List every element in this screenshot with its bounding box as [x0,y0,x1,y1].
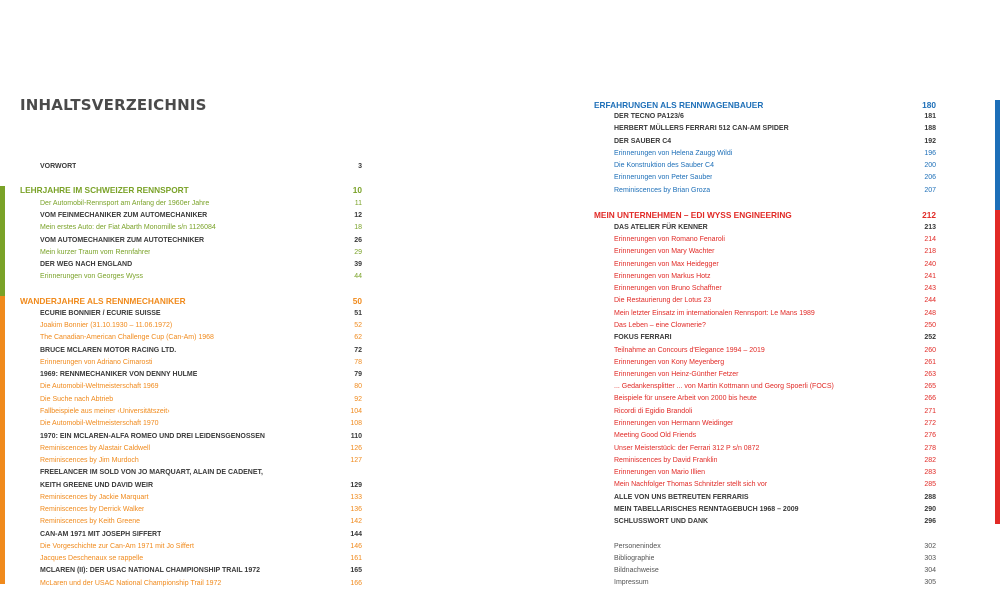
toc-entry-label: Erinnerungen von Helena Zaugg Wildi [614,150,733,157]
toc-entry-label: ERFAHRUNGEN ALS RENNWAGENBAUER [594,100,764,110]
toc-page-number: 50 [352,296,362,306]
toc-page-number: 240 [924,261,936,268]
toc-entry-label: Das Leben – eine Clownerie? [614,322,706,329]
toc-page-number: 44 [354,273,362,280]
toc-page-number: 260 [924,347,936,354]
toc-page-number: 244 [924,297,936,304]
toc-entry-label: Beispiele für unsere Arbeit von 2000 bis heute [614,395,757,402]
toc-entry-row [40,504,362,516]
toc-section-row [594,98,936,112]
toc-entry-row [614,234,936,246]
toc-entry-row [40,443,362,455]
toc-entry-row [614,308,936,320]
toc-entry-row [614,222,936,234]
toc-entry-label: Erinnerungen von Mario Illien [614,469,706,476]
toc-entry-label: Erinnerungen von Adriano Cimarosti [40,359,153,366]
toc-entry-label: Reminiscences by Derrick Walker [40,506,145,513]
toc-page-number: 39 [354,261,362,268]
toc-entry-label: Meeting Good Old Friends [614,432,697,439]
toc-entry-row [40,480,362,492]
toc-entry-label: Mein Nachfolger Thomas Schnitzler stellt sich vor [614,481,768,488]
toc-page-number: 252 [924,334,936,341]
toc-entry-label: ECURIE BONNIER / ECURIE SUISSE [40,310,161,317]
toc-entry-row [614,455,936,467]
red-section-bar [995,210,1000,524]
toc-page-number: 266 [924,395,936,402]
toc-page-number: 248 [924,310,936,317]
toc-section-row [20,294,362,308]
toc-page-number: 29 [354,249,362,256]
toc-entry-row [40,553,362,565]
toc-page-number: 241 [924,273,936,280]
toc-page-number: 52 [354,322,362,329]
toc-page-number: 261 [924,359,936,366]
toc-page-number: 218 [924,248,936,255]
toc-entry-label: Jacques Deschenaux se rappelle [40,555,144,562]
toc-entry-row [614,283,936,295]
toc-entry-label: DER TECNO PA123/6 [614,113,684,120]
toc-page-number: 214 [924,236,936,243]
toc-entry-label: Bildnachweise [614,567,659,574]
toc-page-number: 92 [354,396,362,403]
toc-entry-row [614,246,936,258]
toc-entry-row [40,271,362,283]
toc-entry-row [614,565,936,577]
toc-entry-row [614,160,936,172]
toc-entry-label: VOM FEINMECHANIKER ZUM AUTOMECHANIKER [40,212,208,219]
toc-entry-label: McLaren und der USAC National Championship Trail 1972 [40,580,222,587]
toc-page-number: 12 [354,212,362,219]
toc-page-number: 243 [924,285,936,292]
toc-entry-row [40,541,362,553]
toc-entry-label: Die Restaurierung der Lotus 23 [614,297,712,304]
toc-page-number: 166 [350,580,362,587]
toc-entry-label: MEIN TABELLARISCHES RENNTAGEBUCH 1968 – 2009 [614,506,799,513]
toc-entry-row [614,504,936,516]
toc-entry-label: Die Vorgeschichte zur Can-Am 1971 mit Jo Siffert [40,543,194,550]
toc-entry-row [614,516,936,528]
toc-entry-label: Erinnerungen von Markus Hotz [614,273,711,280]
toc-page-number: 104 [350,408,362,415]
toc-page-number: 62 [354,334,362,341]
toc-page-number: 78 [354,359,362,366]
toc-entry-row [40,381,362,393]
toc-page-number: 206 [924,174,936,181]
toc-entry-label: Reminiscences by Keith Greene [40,518,140,525]
toc-entry-label: Unser Meisterstück: der Ferrari 312 P s/n 0872 [614,445,760,452]
toc-entry-row [40,210,362,222]
toc-entry-row [40,516,362,528]
toc-entry-label: Erinnerungen von Max Heidegger [614,261,719,268]
toc-entry-row [614,492,936,504]
toc-entry-row [40,308,362,320]
toc-entry-label: DER SAUBER C4 [614,138,672,145]
toc-entry-label: DER WEG NACH ENGLAND [40,261,133,268]
toc-entry-row [614,332,936,344]
toc-entry-label: Mein letzter Einsatz im internationalen Rennsport: Le Mans 1989 [614,310,815,317]
toc-entry-label: SCHLUSSWORT UND DANK [614,518,709,525]
toc-page-number: 265 [924,383,936,390]
toc-entry-row [614,479,936,491]
toc-entry-label: Reminiscences by Jackie Marquart [40,494,149,501]
toc-entry-row [614,443,936,455]
toc-page-number: 165 [350,567,362,574]
toc-page-number: 136 [350,506,362,513]
toc-page-number: 282 [924,457,936,464]
toc-entry-label: Mein erstes Auto: der Fiat Abarth Monomille s/n 1126084 [40,224,216,231]
toc-entry-label: Impressum [614,579,649,586]
toc-entry-label: Joakim Bonnier (31.10.1930 – 11.06.1972) [40,322,173,329]
toc-page-number: 127 [350,457,362,464]
toc-page-number: 196 [924,150,936,157]
toc-entry-row [40,431,362,443]
toc-entry-label: FREELANCER IM SOLD VON JO MARQUART, ALAIN DE CADENET, [40,469,263,476]
toc-entry-row [614,381,936,393]
toc-page-number: 18 [354,224,362,231]
toc-page-number: 303 [924,555,936,562]
toc-entry-row [614,172,936,184]
toc-page-number: 192 [924,138,936,145]
toc-entry-row [40,222,362,234]
toc-section-row [20,183,362,197]
toc-page-number: 146 [350,543,362,550]
toc-entry-label: Ricordi di Egidio Brandoli [614,408,693,415]
toc-entry-label: DAS ATELIER FÜR KENNER [614,224,708,231]
toc-page-number: 3 [358,163,362,170]
toc-entry-row [40,357,362,369]
toc-entry-row [614,541,936,553]
toc-entry-label: Erinnerungen von Heinz-Günther Fetzer [614,371,739,378]
toc-page-number: 283 [924,469,936,476]
toc-entry-label: BRUCE MCLAREN MOTOR RACING LTD. [40,347,177,354]
toc-entry-row [614,577,936,589]
toc-entry-row [40,418,362,430]
toc-entry-label: MEIN UNTERNEHMEN – EDI WYSS ENGINEERING [594,210,792,220]
toc-page-number: 181 [924,113,936,120]
toc-page-number: 108 [350,420,362,427]
toc-page-number: 200 [924,162,936,169]
toc-page-number: 72 [354,347,362,354]
toc-entry-row [40,345,362,357]
toc-entry-row [614,406,936,418]
toc-entry-label: KEITH GREENE UND DAVID WEIR [40,482,154,489]
toc-page-number: 51 [354,310,362,317]
toc-entry-row [614,393,936,405]
toc-entry-label: VOM AUTOMECHANIKER ZUM AUTOTECHNIKER [40,237,205,244]
toc-entry-row [40,259,362,271]
toc-entry-label: Erinnerungen von Mary Wachter [614,248,715,255]
toc-page-number: 296 [924,518,936,525]
toc-entry-label: LEHRJAHRE IM SCHWEIZER RENNSPORT [20,185,189,195]
toc-entry-row [614,111,936,123]
toc-entry-label: Erinnerungen von Georges Wyss [40,273,144,280]
toc-entry-label: Die Automobil-Weltmeisterschaft 1970 [40,420,159,427]
toc-entry-row [614,357,936,369]
toc-entry-row [614,148,936,160]
toc-entry-label: Personenindex [614,543,661,550]
toc-entry-label: Reminiscences by David Franklin [614,457,718,464]
toc-entry-row [614,259,936,271]
toc-entry-row [40,565,362,577]
toc-page-number: 213 [924,224,936,231]
toc-entry-row [40,161,362,173]
toc-entry-label: Die Suche nach Abtrieb [40,396,114,403]
toc-page-number: 207 [924,187,936,194]
toc-entry-label: 1970: EIN MCLAREN-ALFA ROMEO UND DREI LEIDENSGENOSSEN [40,433,265,440]
toc-page-number: 10 [352,185,362,195]
toc-entry-row [40,320,362,332]
toc-entry-label: Reminiscences by Jim Murdoch [40,457,139,464]
orange-section-bar [0,296,5,584]
toc-entry-label: 1969: RENNMECHANIKER VON DENNY HULME [40,371,198,378]
toc-entry-label: CAN-AM 1971 MIT JOSEPH SIFFERT [40,531,162,538]
toc-entry-label: Der Automobil-Rennsport am Anfang der 1960er Jahre [40,200,210,207]
toc-entry-label: FOKUS FERRARI [614,334,672,341]
toc-entry-row [614,123,936,135]
page-title: INHALTSVERZEICHNIS [20,96,207,114]
toc-entry-row [614,295,936,307]
toc-page-number: 161 [350,555,362,562]
toc-entry-row [40,529,362,541]
toc-page-number: 180 [922,100,936,110]
toc-entry-label: Reminiscences by Alastair Caldwell [40,445,151,452]
toc-entry-row [614,553,936,565]
toc-section-row [594,208,936,222]
toc-entry-row [40,369,362,381]
toc-entry-row [40,467,362,479]
toc-entry-label: Bibliographie [614,555,655,562]
toc-entry-row [614,320,936,332]
toc-entry-label: MCLAREN (II): DER USAC NATIONAL CHAMPIONSHIP TRAIL 1972 [40,567,260,574]
toc-page-number: 272 [924,420,936,427]
toc-page-number: 271 [924,408,936,415]
toc-entry-label: ALLE VON UNS BETREUTEN FERRARIS [614,494,749,501]
toc-page-number: 278 [924,445,936,452]
toc-entry-label: ... Gedankensplitter ... von Martin Kottmann und Georg Spoerli (FOCS) [614,383,834,390]
toc-entry-label: Teilnahme an Concours d'Elegance 1994 – 2019 [614,347,765,354]
toc-entry-label: Erinnerungen von Kony Meyenberg [614,359,725,366]
green-section-bar [0,186,5,296]
toc-entry-row [614,418,936,430]
toc-entry-label: Die Konstruktion des Sauber C4 [614,162,714,169]
toc-page-number: 250 [924,322,936,329]
toc-page-number: 288 [924,494,936,501]
toc-entry-label: Erinnerungen von Romano Fenaroli [614,236,725,243]
toc-entry-label: Erinnerungen von Peter Sauber [614,174,713,181]
toc-entry-label: WANDERJAHRE ALS RENNMECHANIKER [20,296,186,306]
toc-entry-row [614,345,936,357]
toc-entry-row [40,198,362,210]
toc-entry-row [614,271,936,283]
toc-entry-row [40,247,362,259]
toc-entry-row [614,467,936,479]
toc-page-number: 212 [922,210,936,220]
toc-entry-row [614,430,936,442]
toc-page-number: 133 [350,494,362,501]
toc-page-number: 290 [924,506,936,513]
toc-entry-label: Reminiscences by Brian Groza [614,187,711,194]
blue-section-bar [995,100,1000,210]
toc-entry-row [614,369,936,381]
toc-entry-row [40,332,362,344]
toc-entry-label: Erinnerungen von Hermann Weidinger [614,420,734,427]
toc-page-number: 144 [350,531,362,538]
toc-entry-label: Fallbeispiele aus meiner ‹Universitätszeit› [40,408,170,415]
toc-entry-label: HERBERT MÜLLERS FERRARI 512 CAN-AM SPIDER [614,125,789,132]
toc-page-number: 26 [354,237,362,244]
toc-page-number: 304 [924,567,936,574]
toc-page-number: 110 [350,433,362,440]
toc-entry-label: Die Automobil-Weltmeisterschaft 1969 [40,383,159,390]
toc-page-number: 80 [354,383,362,390]
toc-entry-label: VORWORT [40,163,77,170]
toc-entry-label: Mein kurzer Traum vom Rennfahrer [40,249,151,256]
toc-page-number: 129 [350,482,362,489]
toc-entry-row [40,455,362,467]
toc-page-number: 11 [354,200,362,207]
toc-page-number: 302 [924,543,936,550]
toc-page-number: 126 [350,445,362,452]
toc-page-number: 79 [354,371,362,378]
toc-entry-row [40,394,362,406]
toc-entry-row [614,136,936,148]
toc-entry-row [40,492,362,504]
toc-page-number: 305 [924,579,936,586]
toc-entry-row [40,578,362,590]
toc-page-number: 188 [924,125,936,132]
toc-entry-label: Erinnerungen von Bruno Schaffner [614,285,722,292]
toc-page-number: 263 [924,371,936,378]
toc-page-number: 142 [350,518,362,525]
toc-entry-row [614,185,936,197]
toc-entry-row [40,406,362,418]
toc-page-number: 276 [924,432,936,439]
toc-page-number: 285 [924,481,936,488]
toc-entry-row [40,235,362,247]
toc-entry-label: The Canadian-American Challenge Cup (Can-Am) 1968 [40,334,214,341]
